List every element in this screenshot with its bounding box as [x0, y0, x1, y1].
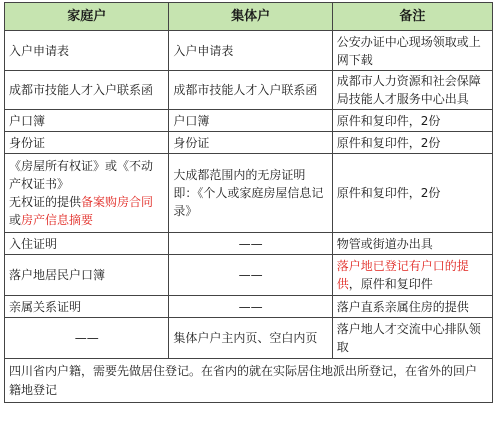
table-row [5, 318, 493, 359]
materials-table [4, 2, 493, 403]
original-copy-text: ，原件和复印件 [348, 277, 433, 291]
cell-collective: 入户申请表 [169, 31, 332, 71]
cell-collective: —— [169, 255, 332, 296]
cell-remarks: 公安办证中心现场领取或上网下载 [332, 31, 492, 71]
table-header-row [5, 3, 493, 31]
filing-contract-highlight: 备案购房合同 [81, 195, 154, 209]
cell-remarks: 落户地人才交流中心排队领取 [332, 318, 492, 359]
table-row [5, 233, 493, 255]
cell-remarks: 落户直系亲属住房的提供 [332, 296, 492, 318]
no-cert-text: 无权证的提供 [9, 195, 82, 209]
header-family: 家庭户 [5, 3, 169, 31]
cell-family: 身份证 [5, 132, 169, 154]
table-row [5, 296, 493, 318]
cell-collective: 户口簿 [169, 110, 332, 132]
or-text: 或 [9, 213, 22, 227]
cell-remarks: 成都市人力资源和社会保障局技能人才服务中心出具 [332, 71, 492, 110]
cell-remarks [332, 255, 492, 296]
table-row [5, 110, 493, 132]
cell-remarks: 原件和复印件，2份 [332, 154, 492, 233]
cell-family [5, 154, 169, 233]
cell-family: 入住证明 [5, 233, 169, 255]
cell-family: 落户地居民户口簿 [5, 255, 169, 296]
cell-family: —— [5, 318, 169, 359]
cell-family: 户口簿 [5, 110, 169, 132]
cell-remarks: 原件和复印件，2份 [332, 110, 492, 132]
registered-household-highlight: 落户地已登记有户口的提供 [336, 259, 469, 291]
property-cert-text: 《房屋所有权证》或《不动产权证书》 [9, 159, 154, 191]
cell-collective: 大成都范围内的无房证明即：《个人或家庭房屋信息记录》 [169, 154, 332, 233]
table-row [5, 255, 493, 296]
cell-remarks: 物管或街道办出具 [332, 233, 492, 255]
document-table-container [4, 2, 493, 435]
property-summary-highlight: 房产信息摘要 [21, 213, 94, 227]
table-row [5, 132, 493, 154]
table-row [5, 71, 493, 110]
cell-collective: —— [169, 296, 332, 318]
cell-remarks: 原件和复印件，2份 [332, 132, 492, 154]
cell-collective: 集体户户主内页、空白内页 [169, 318, 332, 359]
cell-collective: 身份证 [169, 132, 332, 154]
header-collective: 集体户 [169, 3, 332, 31]
header-remarks: 备注 [332, 3, 492, 31]
table-row [5, 154, 493, 233]
note-row [5, 359, 493, 403]
note-cell: 四川省内户籍，需要先做居住登记。在省内的就在实际居住地派出所登记，在省外的回户籍地登记 [5, 359, 493, 403]
cell-collective: —— [169, 233, 332, 255]
cell-family: 成都市技能人才入户联系函 [5, 71, 169, 110]
table-row [5, 31, 493, 71]
cell-family: 亲属关系证明 [5, 296, 169, 318]
cell-collective: 成都市技能人才入户联系函 [169, 71, 332, 110]
cell-family: 入户申请表 [5, 31, 169, 71]
